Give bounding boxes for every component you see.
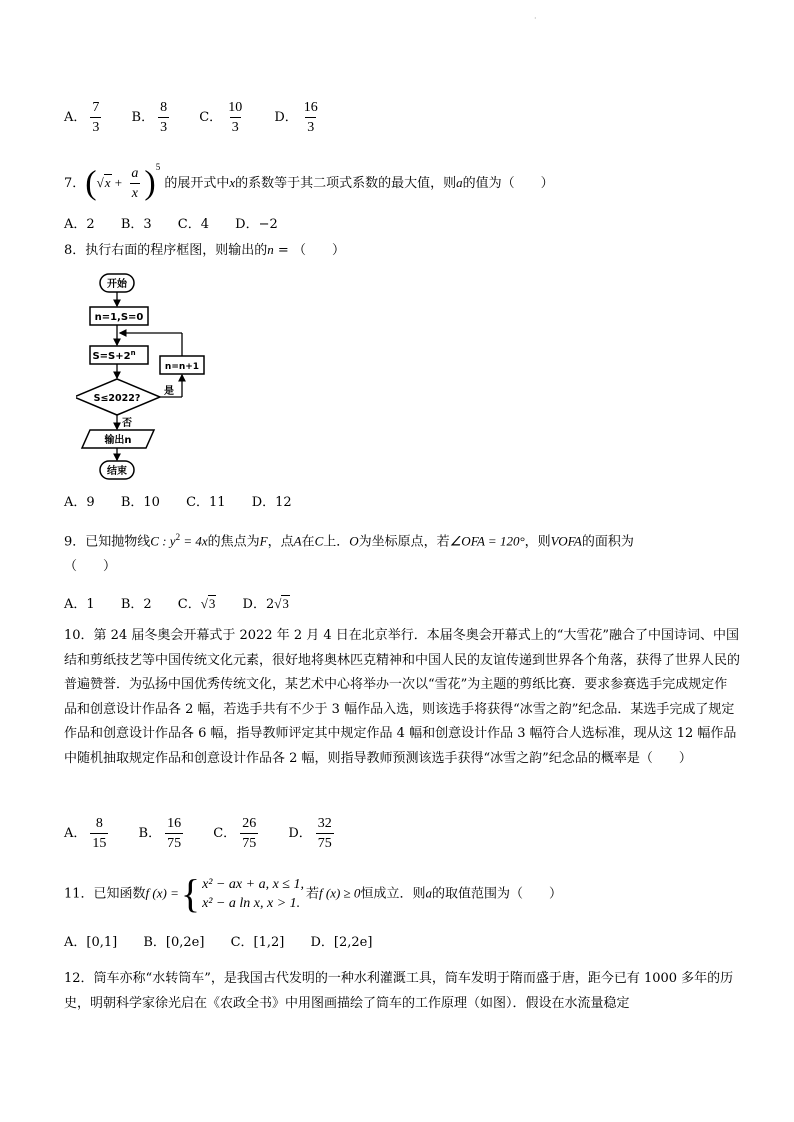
flow-output-label: 输出n [104, 435, 132, 446]
flow-no-label: 否 [122, 418, 132, 429]
q11-option-b: B．[0,2e] [143, 935, 205, 950]
q10-option-a: A． $\frac{8}{15}$ [64, 816, 107, 851]
q7-option-d: D．−2 [235, 217, 278, 232]
q8-stem: 8．执行右面的程序框图，则输出的n = （ ） [64, 242, 345, 258]
q8-options [64, 493, 314, 514]
q7-options [64, 215, 300, 236]
q8-option-c: C．11 [186, 495, 226, 510]
flow-end-label: 结束 [107, 466, 127, 477]
flow-start-label: 开始 [107, 279, 127, 290]
q9-option-d: D．2√3 [242, 596, 289, 612]
flow-init-label: n=1,S=0 [94, 312, 144, 323]
q7-sqrt: √x [96, 175, 111, 190]
q11-stem: 11．已知函数f (x) = { x² − ax + a, x ≤ 1, x² − a ln x, x > 1. 若f (x) ≥ 0恒成立．则a的取值范围为（ ） [64, 871, 562, 916]
q9-option-a: A．1 [64, 596, 95, 612]
q8-option-a: A．9 [64, 495, 95, 510]
q11-option-c: C．[1,2] [230, 935, 285, 950]
flow-update-label: $S=S+2^n$ [92, 349, 136, 362]
q8-option-d: D．12 [251, 495, 292, 510]
q6-option-a: A． $\frac{7}{3}$ [64, 100, 100, 135]
q11-options [64, 933, 394, 954]
q7-option-a: A．2 [64, 217, 95, 232]
q9-option-b: B．2 [120, 596, 152, 612]
q11-option-d: D．[2,2e] [310, 935, 373, 950]
q12-stem: 12．筒车亦称“水转筒车”，是我国古代发明的一种水利灌溉工具，筒车发明于隋而盛于唐，距今已有 1000 多年的历史，明朝科学家徐光启在《农政全书》中用图画描绘了筒车的工作原理（如图）．假设在水流量稳定 [64, 971, 734, 1011]
q10-option-b: B． $\frac{16}{75}$ [138, 816, 182, 851]
flow-condition-label: S≤2022? [93, 393, 141, 404]
flow-yes-label: 是 [164, 386, 174, 397]
q8-option-b: B．10 [120, 495, 160, 510]
q11-option-a: A．[0,1] [64, 935, 118, 950]
q6-options [64, 99, 346, 136]
q9-options [64, 594, 312, 615]
q10-option-c: C． $\frac{26}{75}$ [213, 816, 257, 851]
q6-option-d: D． $\frac{16}{3}$ [274, 100, 318, 135]
q10-options [64, 815, 360, 852]
q10-stem: 10．第 24 届冬奥会开幕式于 2022 年 2 月 4 日在北京举行．本届冬奥会开幕式上的“大雪花”融合了中国诗词、中国结和剪纸技艺等中国传统文化元素，很好地将奥林匹克精神和中国人民的友谊传递到世界各个角落，获得了世界人民的普遍赞誉．为弘扬中国优秀传统文化，某艺术中心将举办一次以“雪花”为主题的剪纸比赛．要求参赛选手完成规定作品和创意设计作品各 2 幅，若选手共有不少于 3 幅作品入选，则该选手将获得“冰雪之韵”纪念品．某选手完成了规定作品和创意设计作品各 6 幅，指导教师评定其中规定作品 4 幅和创意设计作品 3 幅符合人选标准，现从这 12 幅作品中随机抽取规定作品和创意设计作品各 2 幅，则指导教师预测该选手获得“冰雪之韵”纪念品的概率是（ ） [64, 628, 741, 766]
q7-option-b: B．3 [120, 217, 152, 232]
q10-option-d: D． $\frac{32}{75}$ [288, 816, 332, 851]
q6-option-b: B． $\frac{8}{3}$ [131, 100, 168, 135]
flow-increment-label: n=n+1 [164, 362, 200, 372]
q9-option-c: C．√3 [177, 596, 216, 612]
q9-stem: 9．已知抛物线C : $y^2 = 4x$的焦点为F，点A在C上．O为坐标原点，若∠OFA = 120°，则VOFA的面积为 [64, 532, 634, 550]
q7-option-c: C．4 [177, 217, 209, 232]
q9-paren: （ ） [64, 559, 117, 574]
q11-piecewise: { x² − ax + a, x ≤ 1, x² − a ln x, x > 1. [180, 871, 304, 916]
q6-option-c: C． $\frac{10}{3}$ [199, 100, 243, 135]
scan-speck: · [534, 14, 537, 23]
program-flowchart [76, 270, 206, 482]
q7-stem: 7．(√x + $\frac{a}{x}$ )$^5$ 的展开式中x的系数等于其二项式系数的最大值，则a的值为（ ） [64, 161, 554, 202]
